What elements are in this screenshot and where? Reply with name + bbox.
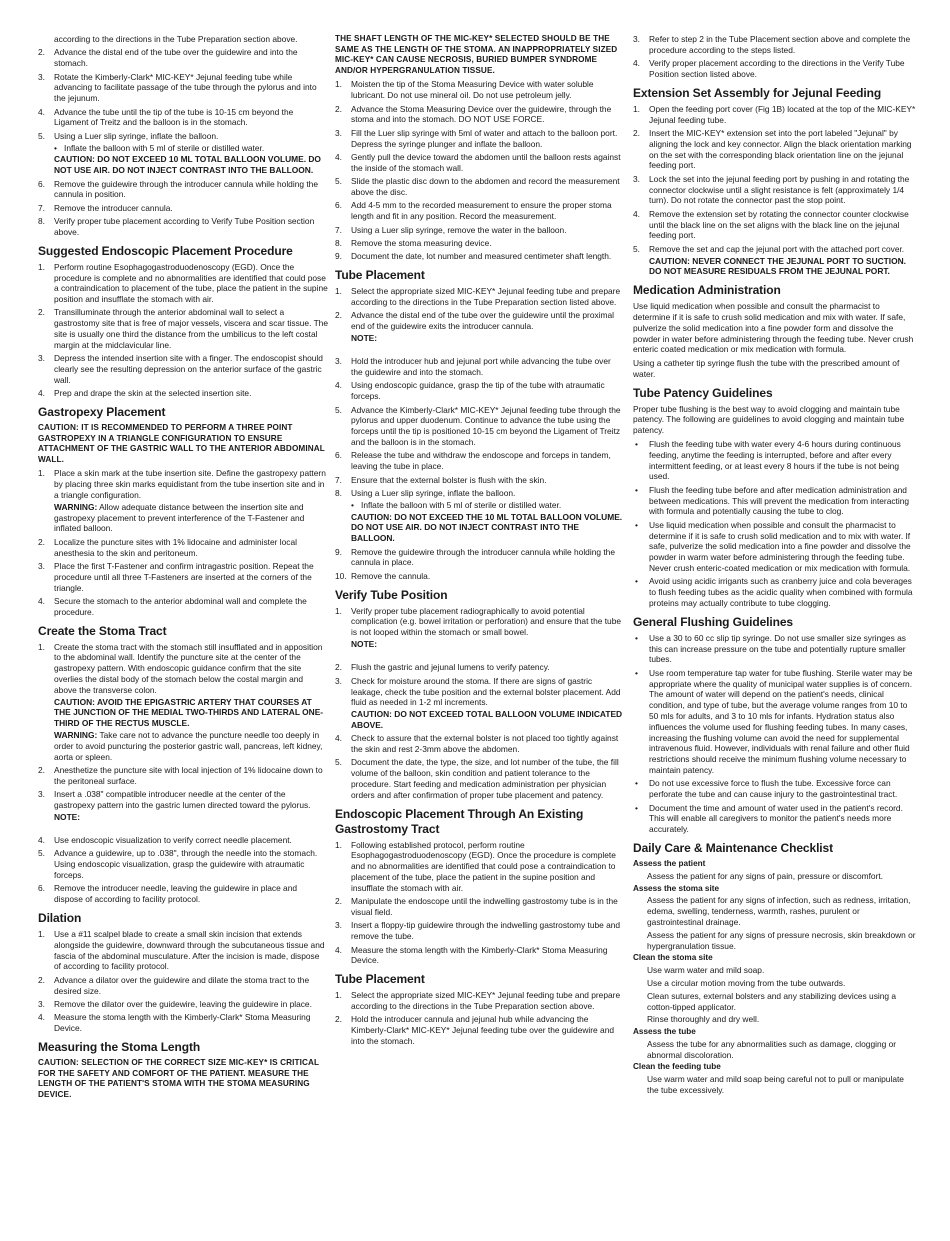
item-number: 4.	[38, 106, 45, 117]
item-text: Measure the stoma length with the Kimberly-Clark* Stoma Measuring Device.	[54, 1012, 311, 1034]
item-warning	[54, 502, 328, 534]
list-item	[633, 244, 917, 277]
item-number: 9.	[335, 251, 342, 262]
list-item	[335, 475, 623, 486]
list-item	[335, 990, 623, 1012]
list-item	[633, 128, 917, 171]
tube-steps-continued	[38, 34, 328, 238]
item-number: 1.	[38, 261, 45, 272]
item-number: 2.	[633, 127, 640, 138]
list-item	[335, 606, 623, 660]
tube-placement-steps	[335, 286, 623, 581]
item-note-label: NOTE:	[54, 811, 81, 822]
item-text: Fill the Luer slip syringe with 5ml of water and attach to the balloon port. Depress the syringe plunger and inflate the balloon.	[351, 127, 618, 149]
shaft-length-caution: THE SHAFT LENGTH OF THE MIC-KEY* SELECTED SHOULD BE THE SAME AS THE LENGTH OF THE STOMA. AN INAPPROPRIATELY SIZED MIC-KEY* CAN CAUSE NECROSIS, BURIED BUMPER SYNDROME AND/OR HYPERGRANULATION TISSUE.	[335, 34, 618, 75]
item-text: Add 4-5 mm to the recorded measurement to ensure the proper stoma length and fit in any position. Record the measurement.	[351, 200, 612, 222]
list-item	[633, 174, 917, 206]
section-title-tube-placement-2: Tube Placement	[335, 972, 425, 987]
item-text: Use endoscopic visualization to verify correct needle placement.	[54, 835, 292, 846]
checklist-line: Assess the tube for any abnormalities such as damage, clogging or abnormal discoloration.	[647, 1038, 897, 1060]
list-item	[38, 537, 328, 559]
item-text: Using a Luer slip syringe, inflate the balloon.	[54, 130, 219, 141]
item-number: 7.	[38, 202, 45, 213]
item-number: 5.	[335, 404, 342, 415]
list-item	[38, 131, 328, 176]
item-text: Manipulate the endoscope until the indwelling gastrostomy tube is in the visual field.	[351, 896, 618, 918]
item-text: Select the appropriate sized MIC-KEY* Jejunal feeding tube and prepare according to the directions in the Tube Preparation section listed above.	[351, 286, 621, 307]
list-item	[335, 104, 623, 126]
item-number: 3.	[335, 127, 342, 138]
item-text: Hold the introducer hub and jejunal port while advancing the tube over the guidewire and into the stomach.	[351, 356, 611, 378]
item-number: 1.	[335, 839, 342, 850]
placement-steps-continued	[633, 34, 917, 80]
item-number: 2.	[38, 47, 45, 58]
item-text: Remove the guidewire through the introducer cannula while holding the cannula in place.	[351, 546, 615, 568]
list-item	[38, 307, 328, 350]
item-number: 2.	[335, 1014, 342, 1025]
checklist-line: Assess the patient for any signs of pressure necrosis, skin breakdown or hypergranulation tissue.	[647, 929, 916, 951]
list-item	[335, 840, 623, 894]
item-number: 4.	[38, 388, 45, 399]
item-number: 2.	[38, 974, 45, 985]
item-number: 6.	[335, 450, 342, 461]
item-number: 5.	[38, 848, 45, 859]
item-text: Rotate the Kimberly-Clark* MIC-KEY* Jejunal feeding tube while advancing to facilitate passage of the tube through the pylorus and into the jejunum.	[54, 71, 317, 104]
warning-text: Take care not to advance the puncture needle too deeply in order to avoid puncturing the posterior gastric wall, pancreas, left kidney, aorta or spleen.	[54, 729, 323, 762]
item-text: Advance a guidewire, up to .038", through the needle into the stomach. Using endoscopic visualization, grasp the guidewire with atraumatic forceps.	[54, 848, 318, 881]
list-item	[38, 789, 328, 832]
dilation-steps	[38, 929, 328, 1034]
warning-text: Allow adequate distance between the insertion site and gastropexy placement to prevent interference of the T-Fastener and inflated balloon.	[54, 501, 305, 534]
item-number: 2.	[38, 536, 45, 547]
list-item	[38, 883, 328, 905]
item-number: 1.	[633, 103, 640, 114]
verify-steps	[335, 606, 623, 801]
item-caution: CAUTION: DO NOT EXCEED 10 ML TOTAL BALLOON VOLUME. DO NOT USE AIR. DO NOT INJECT CONTRAST INTO THE BALLOON.	[54, 154, 321, 176]
item-number: 3.	[335, 675, 342, 686]
list-item	[38, 835, 328, 846]
list-item	[38, 262, 328, 305]
section-title-daily-care: Daily Care & Maintenance Checklist	[633, 840, 834, 855]
list-item	[38, 561, 328, 593]
item-text: Document the date, the type, the size, and lot number of the tube, the fill volume of the balloon, skin condition and patient tolerance to the procedure. Start feeding and medication administration per physician orders and after confirmation of proper tube placement and patency.	[351, 757, 619, 800]
stoma-tract-steps	[38, 642, 328, 906]
item-text: according to the directions in the Tube Preparation section above.	[54, 34, 298, 44]
item-text: Hold the introducer cannula and jejunal hub while advancing the Kimberly-Clark* MIC-KEY* Jejunal feeding tube over the guidewire and into the stomach.	[351, 1014, 615, 1046]
item-text: Insert a floppy-tip guidewire through the indwelling gastrostomy tube and remove the tube.	[351, 920, 621, 942]
item-number: 4.	[633, 208, 640, 219]
item-sub-bullet: • Inflate the balloon with 5 ml of sterile or distilled water.	[54, 143, 328, 154]
gastropexy-caution: CAUTION: IT IS RECOMMENDED TO PERFORM A THREE POINT GASTROPEXY IN A TRIANGLE CONFIGURATION TO ENSURE ATTACHMENT OF THE GASTRIC WALL TO THE ANTERIOR ABDOMINAL WALL.	[38, 423, 325, 464]
checklist-line: Use warm water and mild soap being careful not to pull or manipulate the tube excessively.	[647, 1074, 904, 1096]
note-spacer	[351, 650, 623, 660]
section-title-dilation: Dilation	[38, 911, 82, 926]
list-item	[633, 34, 917, 56]
item-text: Remove the extension set by rotating the connector counter clockwise until the black line on the set aligns with the black line on the jejunal feeding port.	[649, 208, 909, 241]
item-number: 8.	[38, 216, 45, 227]
list-item	[335, 286, 623, 308]
item-number: 5.	[38, 130, 45, 141]
list-item	[335, 200, 623, 222]
medication-paragraph-2: Using a catheter tip syringe flush the tube with the prescribed amount of water.	[633, 358, 900, 379]
item-number: 1.	[335, 990, 342, 1001]
item-number: 4.	[633, 58, 640, 69]
item-number: 3.	[335, 920, 342, 931]
column-3	[633, 34, 917, 1098]
item-text: Advance the Stoma Measuring Device over the guidewire, through the stoma and into the stomach. DO NOT USE FORCE.	[351, 103, 612, 125]
gastropexy-steps	[38, 468, 328, 617]
list-item	[38, 596, 328, 618]
list-item	[38, 47, 328, 69]
list-item	[335, 152, 623, 174]
section-title-tube-placement: Tube Placement	[335, 268, 425, 283]
bullet-item: • Flush the feeding tube with water every 4-6 hours during continuous feeding, anytime the feeding is interrupted, before and after every intermittent feeding, or at least every 8 hours if the tube is not being used.	[633, 439, 917, 482]
medication-paragraph-1: Use liquid medication when possible and consult the pharmacist to determine if it is safe to crush solid medication and mix with water. If safe, pulverize the solid medication into a fine powder form and dissolve the powder in water before administering through the feeding tube. Never crush enteric coated medication or mix medication with formula.	[633, 301, 914, 355]
item-number: 3.	[633, 34, 640, 44]
section-title-flushing: General Flushing Guidelines	[633, 614, 793, 629]
item-text: Gently pull the device toward the abdomen until the balloon rests against the inside of the stomach wall.	[351, 151, 621, 173]
item-number: 2.	[38, 307, 45, 318]
item-number: 7.	[335, 474, 342, 485]
list-item	[335, 1014, 623, 1046]
item-text: Place a skin mark at the tube insertion site. Define the gastropexy pattern by placing three skin marks equidistant from the tube insertion site and in a triangle configuration.	[54, 468, 326, 501]
list-item	[38, 179, 328, 201]
measuring-caution: CAUTION: SELECTION OF THE CORRECT SIZE MIC-KEY* IS CRITICAL FOR THE SAFETY AND COMFORT OF THE PATIENT. MEASURE THE LENGTH OF THE PATIENT'S STOMA WITH THE STOMA MEASURING DEVICE.	[38, 1058, 319, 1099]
list-item	[335, 920, 623, 942]
note-spacer	[54, 823, 328, 833]
item-number: 3.	[335, 356, 342, 367]
list-item	[335, 405, 623, 448]
item-text: Advance the distal end of the tube over the guidewire until the proximal end of the guidewire exits the introducer cannula.	[351, 310, 615, 332]
item-number: 5.	[335, 757, 342, 768]
item-number: 3.	[38, 789, 45, 800]
list-item	[335, 571, 623, 582]
item-caution: CAUTION: DO NOT EXCEED THE 10 ML TOTAL BALLOON VOLUME. DO NOT USE AIR. DO NOT INJECT CONTRAST INTO THE BALLOON.	[351, 511, 623, 544]
item-number: 6.	[38, 883, 45, 894]
item-number: 3.	[38, 560, 45, 571]
checklist-line: Use a circular motion moving from the tube outwards.	[647, 977, 846, 988]
item-text: Advance a dilator over the guidewire and dilate the stoma tract to the desired size.	[54, 974, 310, 996]
flushing-bullets	[633, 633, 917, 835]
list-item	[335, 310, 623, 353]
section-title-existing-tract: Endoscopic Placement Through An Existing Gastrostomy Tract	[335, 806, 584, 836]
item-number: 6.	[38, 178, 45, 189]
item-number: 4.	[38, 1012, 45, 1023]
item-text: Using a Luer slip syringe, inflate the balloon.	[351, 487, 516, 498]
bullet-item: • Use a 30 to 60 cc slip tip syringe. Do not use smaller size syringes as this can increase pressure on the tube and potentially rupture smaller tubes.	[633, 633, 917, 665]
item-text: Check for moisture around the stoma. If there are signs of gastric leakage, check the tube position and the external bolster placement. Add fluid as needed in 1-2 ml increments.	[351, 675, 621, 708]
item-text: Select the appropriate sized MIC-KEY* Jejunal feeding tube and prepare according to the directions in the Tube Preparation section above.	[351, 990, 621, 1012]
item-text: Anesthetize the puncture site with local injection of 1% lidocaine down to the peritoneal surface.	[54, 764, 323, 786]
item-number: 3.	[633, 173, 640, 184]
item-number: 8.	[335, 487, 342, 498]
list-item	[38, 72, 328, 104]
list-item	[38, 468, 328, 534]
item-text: Using a Luer slip syringe, remove the water in the balloon.	[351, 224, 567, 235]
list-item	[335, 238, 623, 249]
list-item	[38, 929, 328, 972]
item-text: Remove the cannula.	[351, 570, 431, 581]
item-text: Verify proper tube placement radiographically to avoid potential complication (e.g. bowel irritation or perforation) and ensure that the tube is not looped within the stomach or small bowel.	[351, 605, 622, 638]
patency-intro: Proper tube flushing is the best way to avoid clogging and maintain tube patency. The following are guidelines to avoid clogging and maintain tube patency.	[633, 403, 905, 436]
item-text: Insert the MIC-KEY* extension set into the port labeled "Jejunal" by aligning the lock and key connector. Align the black orientation marking on the set with the corresponding black orientation line on the jejunal feeding port.	[649, 127, 912, 171]
item-text: Insert a .038" compatible introducer needle at the center of the gastropexy pattern into the gastric lumen directed toward the pylorus.	[54, 789, 311, 810]
item-number: 4.	[335, 733, 342, 744]
item-number: 5.	[335, 176, 342, 187]
section-title-measuring: Measuring the Stoma Length	[38, 1040, 201, 1055]
list-item	[38, 765, 328, 787]
checklist-heading: Assess the stoma site	[633, 883, 720, 893]
item-text: Release the tube and withdraw the endoscope and forceps in tandem, leaving the tube in place.	[351, 450, 611, 472]
item-text: Remove the introducer needle, leaving the guidewire in place and dispose of according to facility protocol.	[54, 883, 298, 905]
item-number: 4.	[335, 151, 342, 162]
item-text: Place the first T-Fastener and confirm intragastric position. Repeat the procedure until all three T-Fasteners are inserted at the corners of the triangle.	[54, 560, 314, 593]
item-text: Ensure that the external bolster is flush with the skin.	[351, 474, 547, 485]
bullet-item: • Use liquid medication when possible and consult the pharmacist to determine if it is safe to crush solid medication and to mix with water. If safe, pulverize the solid medication into a fine powder and dissolve the powder in warm water before administering through the feeding tube. Never crush enteric-coated medication or mix medication with formula.	[633, 520, 917, 574]
item-number: 1.	[335, 605, 342, 616]
list-item	[38, 388, 328, 399]
checklist-line: Assess the patient for any signs of pain, pressure or discomfort.	[647, 870, 884, 881]
tube-placement-2-steps	[335, 990, 623, 1047]
section-title-endoscopic-procedure: Suggested Endoscopic Placement Procedure	[38, 243, 293, 258]
bullet-item: • Document the time and amount of water used in the patient's record. This will enable all caregivers to monitor the patient's needs more accurately.	[633, 803, 917, 835]
item-text: Flush the gastric and jejunal lumens to verify patency.	[351, 662, 550, 673]
section-title-gastropexy: Gastropexy Placement	[38, 405, 166, 420]
list-item	[38, 216, 328, 238]
item-number: 7.	[335, 224, 342, 235]
section-title-stoma-tract: Create the Stoma Tract	[38, 623, 167, 638]
list-item	[38, 203, 328, 214]
checklist-line: Clean sutures, external bolsters and any stabilizing devices using a cotton-tipped applicator.	[647, 990, 897, 1012]
item-number: 2.	[335, 103, 342, 114]
list-item	[633, 58, 917, 80]
section-title-patency: Tube Patency Guidelines	[633, 385, 773, 400]
item-text: Advance the tube until the tip of the tube is 10-15 cm beyond the Ligament of Treitz and the balloon is in the stomach.	[54, 106, 294, 128]
column-2	[335, 34, 623, 1049]
item-text: Document the date, lot number and measured centimeter shaft length.	[351, 251, 612, 262]
item-text: Refer to step 2 in the Tube Placement section above and complete the procedure according to the steps listed.	[649, 34, 911, 55]
section-title-extension-set: Extension Set Assembly for Jejunal Feeding	[633, 85, 882, 100]
section-title-verify: Verify Tube Position	[335, 587, 448, 602]
list-item	[335, 356, 623, 378]
list-item	[38, 848, 328, 880]
item-text: Verify proper placement according to the directions in the Verify Tube Position section listed above.	[649, 58, 905, 79]
item-note-label: NOTE:	[351, 332, 378, 343]
item-number: 8.	[335, 237, 342, 248]
list-item	[335, 945, 623, 967]
measuring-steps	[335, 79, 623, 262]
item-number: 3.	[38, 71, 45, 82]
list-item	[38, 999, 328, 1010]
list-item	[335, 676, 623, 731]
item-number: 1.	[38, 468, 45, 479]
item-text: Remove the dilator over the guidewire, leaving the guidewire in place.	[54, 999, 312, 1010]
patency-bullets	[633, 439, 917, 609]
item-text: Verify proper tube placement according to Verify Tube Position section above.	[54, 216, 315, 237]
item-text: Measure the stoma length with the Kimberly-Clark* Stoma Measuring Device.	[351, 944, 608, 966]
item-text: Remove the guidewire through the introducer cannula while holding the cannula in position.	[54, 178, 318, 200]
list-item	[335, 662, 623, 673]
item-number: 9.	[335, 546, 342, 557]
item-number: 2.	[335, 662, 342, 673]
item-text: Advance the distal end of the tube over the guidewire and into the stomach.	[54, 47, 298, 69]
checklist-line: Assess the patient for any signs of infection, such as redness, irritation, edema, swelling, tenderness, warmth, rashes, purulent or gastrointestinal drainage.	[647, 895, 911, 927]
checklist-heading: Assess the patient	[633, 858, 706, 868]
item-text: Remove the introducer cannula.	[54, 202, 173, 213]
bullet-item: • Do not use excessive force to flush the tube. Excessive force can perforate the tube and can cause injury to the gastrointestinal tract.	[633, 778, 917, 800]
item-text: Slide the plastic disc down to the abdomen and record the measurement above the disc.	[351, 176, 620, 197]
bullet-item: • Flush the feeding tube before and after medication administration and between medications. This will prevent the medication from interacting with formula and potentially causing the tube to clog.	[633, 485, 917, 517]
list-item	[633, 104, 917, 126]
list-item	[335, 896, 623, 918]
bullet-item: • Use room temperature tap water for tube flushing. Sterile water may be appropriate where the quality of municipal water supplies is of concern. The amount of water will depend on the patient's needs, clinical condition, and type of tube, but the average volume ranges from 10 to 50 mls for adults, and 3 to 10 mls for infants. Hydration status also influences the volume used for flushing feeding tubes. In many cases, increasing the flushing volume can avoid the need for supplemental intravenous fluid. However, individuals with renal failure and other fluid restrictions should receive the minimum flushing volume necessary to maintain patency.	[633, 668, 917, 776]
bullet-item: • Avoid using acidic irrigants such as cranberry juice and cola beverages to flush feeding tubes as the acidic quality when combined with formula proteins may actually contribute to tube clogging.	[633, 576, 917, 608]
item-number: 1.	[335, 79, 342, 90]
section-title-medication: Medication Administration	[633, 283, 781, 298]
item-text: Remove the stoma measuring device.	[351, 237, 492, 248]
item-number: 4.	[335, 944, 342, 955]
warning-label: WARNING:	[54, 501, 98, 512]
list-item	[335, 733, 623, 755]
list-item	[38, 1012, 328, 1034]
endoscopic-steps	[38, 262, 328, 399]
item-number: 4.	[335, 380, 342, 391]
item-number: 5.	[633, 243, 640, 254]
list-item	[335, 380, 623, 402]
item-number: 2.	[335, 310, 342, 321]
item-text: Following established protocol, perform routine Esophagogastroduodenoscopy (EGD). Once the procedure is complete and no abnormalities are identified that could pose a contraindication to placement of the tube, place the patient in the supine position and insufflate the stomach with air.	[351, 839, 616, 893]
item-text: Use a #11 scalpel blade to create a small skin incision that extends alongside the guidewire, downward through the subcutaneous tissue and fascia of the abdominal musculature. After the incision is made, dispose of according to facility protocol.	[54, 929, 325, 972]
list-item	[633, 209, 917, 241]
item-number: 1.	[38, 641, 45, 652]
list-item	[38, 975, 328, 997]
item-caution: CAUTION: AVOID THE EPIGASTRIC ARTERY THAT COURSES AT THE JUNCTION OF THE MEDIAL TWO-THIRDS AND LATERAL ONE-THIRD OF THE RECTUS MUSCLE.	[54, 696, 324, 729]
item-number: 4.	[38, 595, 45, 606]
item-caution: CAUTION: NEVER CONNECT THE JEJUNAL PORT TO SUCTION. DO NOT MEASURE RESIDUALS FROM THE JEJUNAL PORT.	[649, 255, 907, 277]
item-text: Check to assure that the external bolster is not placed too tightly against the skin and rest 2-3mm above the abdomen.	[351, 733, 619, 755]
item-text: Create the stoma tract with the stomach still insufflated and in apposition to the abdominal wall. Identify the puncture site at the center of the gastropexy pattern. With endoscopic guidance confirm that the site overlies the distal body of the stomach below the costal margin and above the transverse colon.	[54, 641, 323, 695]
column-1	[38, 34, 328, 1103]
item-number: 2.	[335, 896, 342, 907]
item-number: 1.	[335, 286, 342, 297]
list-item	[38, 107, 328, 129]
list-item	[335, 251, 623, 262]
item-number: 4.	[38, 835, 45, 846]
item-warning	[54, 730, 328, 762]
item-text: Lock the set into the jejunal feeding port by pushing in and rotating the connector clockwise until a slight resistance is felt (approximately 1/4 turn). Do not rotate the connector past the stop point.	[649, 173, 910, 206]
item-number: 10.	[335, 570, 347, 581]
list-item	[38, 34, 328, 45]
list-item	[335, 176, 623, 198]
item-number: 1.	[38, 929, 45, 940]
item-text: Transilluminate through the anterior abdominal wall to select a gastrostomy site that is free of major vessels, viscera and scar tissue. The site is usually one third the distance from the umbilicus to the left costal margin at the midclavicular line.	[54, 307, 329, 350]
list-item	[335, 547, 623, 569]
item-text: Secure the stomach to the anterior abdominal wall and complete the procedure.	[54, 595, 307, 617]
item-number: 3.	[38, 353, 45, 364]
item-text: Using endoscopic guidance, grasp the tip of the tube with atraumatic forceps.	[351, 380, 605, 402]
checklist-heading: Clean the feeding tube	[633, 1062, 721, 1072]
checklist-heading: Assess the tube	[633, 1027, 696, 1037]
list-item	[335, 225, 623, 236]
item-number: 6.	[335, 200, 342, 211]
warning-label: WARNING:	[54, 729, 98, 740]
list-item	[335, 757, 623, 800]
item-number: 3.	[38, 999, 45, 1010]
list-item	[38, 353, 328, 385]
item-text: Prep and drape the skin at the selected insertion site.	[54, 388, 252, 399]
list-item	[335, 450, 623, 472]
extension-set-steps	[633, 104, 917, 277]
item-note-label: NOTE:	[351, 638, 378, 649]
daily-care-checklist	[633, 859, 917, 1096]
item-number: 2.	[38, 764, 45, 775]
list-item	[335, 79, 623, 101]
checklist-line: Use warm water and mild soap.	[647, 965, 765, 976]
checklist-line: Rinse thoroughly and dry well.	[647, 1014, 760, 1025]
item-text: Depress the intended insertion site with a finger. The endoscopist should clearly see the resulting depression on the anterior surface of the gastric wall.	[54, 353, 323, 385]
item-text: Remove the set and cap the jejunal port with the attached port cover.	[649, 243, 905, 254]
list-item	[335, 128, 623, 150]
list-item	[38, 642, 328, 763]
item-text: Localize the puncture sites with 1% lidocaine and administer local anesthesia to the skin and peritoneum.	[54, 536, 298, 558]
item-text: Advance the Kimberly-Clark* MIC-KEY* Jejunal feeding tube through the pylorus and upper duodenum. Continue to advance the tube using the forceps until the tip is positioned 10-15 cm beyond the Ligament of Treitz and the balloon is in the stomach.	[351, 404, 621, 448]
item-caution: CAUTION: DO NOT EXCEED TOTAL BALLOON VOLUME INDICATED ABOVE.	[351, 709, 623, 730]
item-text: Open the feeding port cover (Fig 1B) located at the top of the MIC-KEY* Jejunal feeding tube.	[649, 103, 916, 125]
item-text: Perform routine Esophagogastroduodenoscopy (EGD). Once the procedure is complete and no abnormalities are identified that could pose a contraindication to placement of the tube, place the patient in the supine position and insufflate the stomach with air.	[54, 261, 328, 305]
note-spacer	[351, 344, 623, 354]
list-item	[335, 488, 623, 544]
item-text: Moisten the tip of the Stoma Measuring Device with water soluble lubricant. Do not use mineral oil. Do not use petroleum jelly.	[351, 79, 594, 101]
item-sub-bullet: • Inflate the balloon with 5 ml of sterile or distilled water.	[351, 500, 623, 511]
checklist-heading: Clean the stoma site	[633, 953, 713, 963]
existing-tract-steps	[335, 840, 623, 967]
